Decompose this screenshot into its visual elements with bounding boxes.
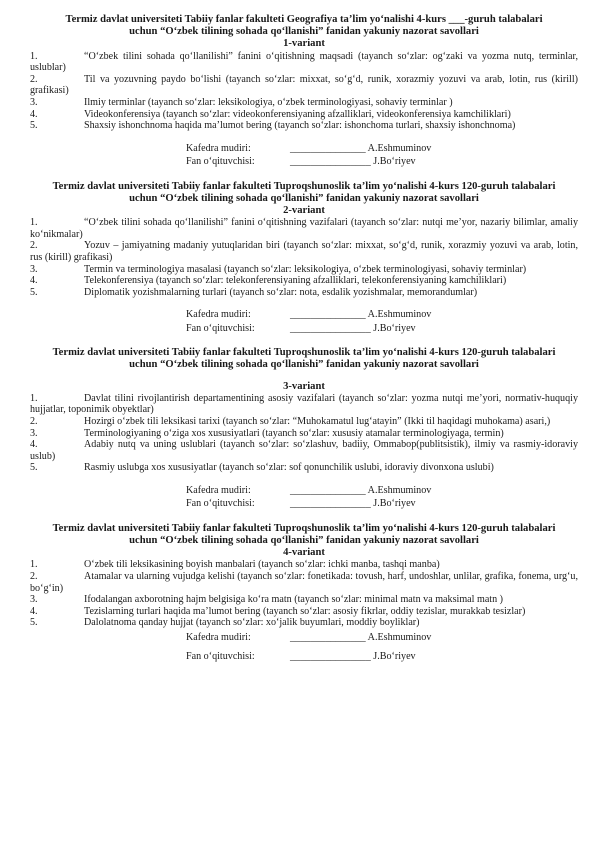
teacher-role: Fan o‘qituvchisi: [186, 498, 255, 510]
question-text: Diplomatik yozishmalarning turlari (tayanch so‘zlar: nota, esdalik yozishmalar, memorandumlar) [84, 286, 478, 298]
variant-title-line2: uchun “O‘zbek tilining sohada qo‘llanishi” fanidan yakuniy nazorat savollari [129, 359, 479, 371]
question-text: Terminologiyaning o‘ziga xos xususiyatlari (tayanch so‘zlar: xususiy atamalar terminologiyaga, termin) [84, 427, 504, 439]
question-item [30, 275, 578, 287]
question-item [30, 51, 578, 74]
question-number: 3. [30, 96, 38, 108]
head-signature-row [30, 308, 578, 321]
question-text: Tezislarning turlari haqida ma’lumot bering (tayanch so‘zlar: asosiy fikrlar, oddiy tezislar, murakkab tesizlar) [84, 605, 526, 617]
variant-2-block [30, 181, 578, 336]
question-number: 3. [30, 427, 38, 439]
question-number: 2. [30, 415, 38, 427]
head-signature-line: _______________ A.Eshmuminov [290, 631, 432, 643]
question-number: 5. [30, 462, 38, 474]
question-text: Ilmiy terminlar (tayanch so‘zlar: leksikologiya, o‘zbek terminologiyasi, sohaviy terminlar ) [84, 96, 453, 108]
question-item [30, 97, 578, 109]
teacher-role: Fan o‘qituvchisi: [186, 322, 255, 334]
teacher-signature-line: ________________ J.Bo‘riyev [290, 156, 416, 168]
question-text: Shaxsiy ishonchnoma haqida ma’lumot bering (tayanch so‘zlar: ishonchoma turlari, shaxsiy ishonchnoma) [84, 120, 516, 132]
question-number: 3. [30, 263, 38, 275]
question-number: 3. [30, 594, 38, 606]
teacher-signature-row [30, 497, 578, 510]
question-text: “O‘zbek tilini sohada qo‘llanilishi” fanini o‘qitishning maqsadi (tayanch so‘zlar: og‘zaki va yozma nutq, terminlar, uslublar) [30, 50, 578, 74]
head-role: Kafedra mudiri: [186, 309, 251, 321]
question-number: 4. [30, 605, 38, 617]
question-text: Dalolatnoma qanday hujjat (tayanch so‘zlar: xo‘jalik buyumlari, moddiy boyliklar) [84, 617, 420, 629]
head-signature-row [30, 631, 578, 644]
question-item [30, 439, 578, 462]
question-text: Rasmiy uslubga xos xususiyatlar (tayanch so‘zlar: sof qonunchilik uslubi, idoraviy divonxona uslubi) [84, 462, 494, 474]
question-number: 4. [30, 439, 38, 451]
question-item [30, 109, 578, 121]
variant-title-line1: Termiz davlat universiteti Tabiiy fanlar fakulteti Tuproqshunoslik ta’lim yo‘nalishi 4-kurs 120-guruh talabalari [52, 180, 556, 192]
head-role: Kafedra mudiri: [186, 484, 251, 496]
question-text: Davlat tilini rivojlantirish departamentining asosiy vazifalari (tayanch so‘zlar: yozma nutqi me’yori, normativ-huquqiy hujjatlar, toponimik obyektlar) [30, 392, 578, 416]
question-number: 4. [30, 108, 38, 120]
variant-4-block [30, 523, 578, 664]
head-signature-line: _______________ A.Eshmuminov [290, 484, 432, 496]
question-text: Til va yozuvning paydo bo‘lishi (tayanch so‘zlar: mixxat, so‘g‘d, runik, xorazmiy yozuvi va arab, lotin, rus (kirill) grafikasi) [30, 73, 578, 97]
head-signature-line: _______________ A.Eshmuminov [290, 309, 432, 321]
question-item [30, 264, 578, 276]
question-item [30, 240, 578, 263]
variant-title-line2: uchun “O‘zbek tilining sohada qo‘llanishi” fanidan yakuniy nazorat savollari [129, 192, 479, 204]
variant-1-block [30, 14, 578, 169]
head-signature-row [30, 484, 578, 497]
variant-label: 4-variant [283, 547, 325, 559]
variant-3-block [30, 347, 578, 511]
variant-title-line2: uchun “O‘zbek tilining sohada qo‘llanishi” fanidan yakuniy nazorat savollari [129, 26, 479, 38]
question-number: 1. [30, 392, 38, 404]
question-item [30, 217, 578, 240]
question-number: 1. [30, 217, 38, 229]
question-item [30, 74, 578, 97]
teacher-signature-line: ________________ J.Bo‘riyev [290, 322, 416, 334]
question-text: “O‘zbek tilini sohada qo‘llanilishi” fanini o‘qitishning vazifalari (tayanch so‘zlar: nutqi me’yor, nazariy bilimlar, amaliy ko‘nikmalar) [30, 217, 578, 240]
question-item [30, 462, 578, 474]
question-text: Hozirgi o‘zbek tili leksikasi tarixi (tayanch so‘zlar: “Muhokamatul lug‘atayin” (Ikki til haqidagi muhokama) asari,) [84, 415, 551, 427]
question-number: 2. [30, 73, 38, 85]
question-number: 5. [30, 120, 38, 132]
teacher-signature-line: ________________ J.Bo‘riyev [290, 651, 416, 663]
question-item [30, 617, 578, 629]
question-item [30, 287, 578, 299]
question-item [30, 393, 578, 416]
exam-document [30, 14, 578, 664]
head-role: Kafedra mudiri: [186, 142, 251, 154]
variant-title-line2: uchun “O‘zbek tilining sohada qo‘llanishi” fanidan yakuniy nazorat savollari [129, 534, 479, 546]
question-number: 2. [30, 240, 38, 252]
question-text: Adabiy nutq va uning uslublari (tayanch so‘zlar: so‘zlashuv, badiiy, Ommabop(publitsistik), ilmiy va rasmiy-idoraviy uslub) [30, 439, 578, 462]
question-text: Atamalar va ularning vujudga kelishi (tayanch so‘zlar: fonetikada: tovush, harf, undoshlar, unlilar, grafika, fonema, urg‘u, bo‘g‘in) [30, 570, 578, 594]
teacher-signature-row [30, 322, 578, 335]
variant-title-line1: Termiz davlat universiteti Tabiiy fanlar fakulteti Tuproqshunoslik ta’lim yo‘nalishi 4-kurs 120-guruh talabalari [52, 522, 556, 534]
question-text: Termin va terminologiya masalasi (tayanch so‘zlar: leksikologiya, o‘zbek terminologiyasi, sohaviy terminlar) [84, 263, 527, 275]
question-item [30, 416, 578, 428]
question-text: Ifodalangan axborotning hajm belgisiga ko‘ra matn (tayanch so‘zlar: minimal matn va maksimal matn ) [84, 594, 504, 606]
teacher-role: Fan o‘qituvchisi: [186, 651, 255, 663]
question-text: Yozuv – jamiyatning madaniy yutuqlaridan biri (tayanch so‘zlar: mixxat, so‘g‘d, runik, xorazmiy yozuvi va arab, lotin, rus (kirill) grafikasi) [30, 240, 578, 263]
question-number: 5. [30, 286, 38, 298]
question-item [30, 120, 578, 132]
question-text: O‘zbek tili leksikasining boyish manbalari (tayanch so‘zlar: ichki manba, tashqi manba) [84, 559, 440, 571]
head-signature-row [30, 142, 578, 155]
question-number: 1. [30, 50, 38, 62]
variant-title-line1: Termiz davlat universiteti Tabiiy fanlar fakulteti Geografiya ta’lim yo‘nalishi 4-kurs ___-guruh talabalari [65, 14, 543, 25]
question-item [30, 606, 578, 618]
question-item [30, 594, 578, 606]
variant-label: 3-variant [283, 380, 325, 392]
question-number: 1. [30, 559, 38, 571]
teacher-signature-row [30, 155, 578, 168]
teacher-role: Fan o‘qituvchisi: [186, 156, 255, 168]
question-item [30, 559, 578, 571]
question-item [30, 571, 578, 594]
variant-label: 1-variant [283, 38, 325, 50]
variant-title-line1: Termiz davlat universiteti Tabiiy fanlar fakulteti Tuproqshunoslik ta’lim yo‘nalishi 4-kurs 120-guruh talabalari [52, 347, 556, 359]
variant-label: 2-variant [283, 204, 325, 216]
question-text: Videokonferensiya (tayanch so‘zlar: videokonferensiyaning afzalliklari, videokonferensiya kamchiliklari) [84, 108, 511, 120]
head-signature-line: _______________ A.Eshmuminov [290, 142, 432, 154]
question-item [30, 428, 578, 440]
teacher-signature-line: ________________ J.Bo‘riyev [290, 498, 416, 510]
question-text: Telekonferensiya (tayanch so‘zlar: telekonferensiyaning afzalliklari, telekonferensiyaning kamchiliklari) [84, 275, 507, 287]
question-number: 4. [30, 275, 38, 287]
question-number: 5. [30, 617, 38, 629]
question-number: 2. [30, 570, 38, 582]
teacher-signature-row [30, 650, 578, 663]
head-role: Kafedra mudiri: [186, 631, 251, 643]
